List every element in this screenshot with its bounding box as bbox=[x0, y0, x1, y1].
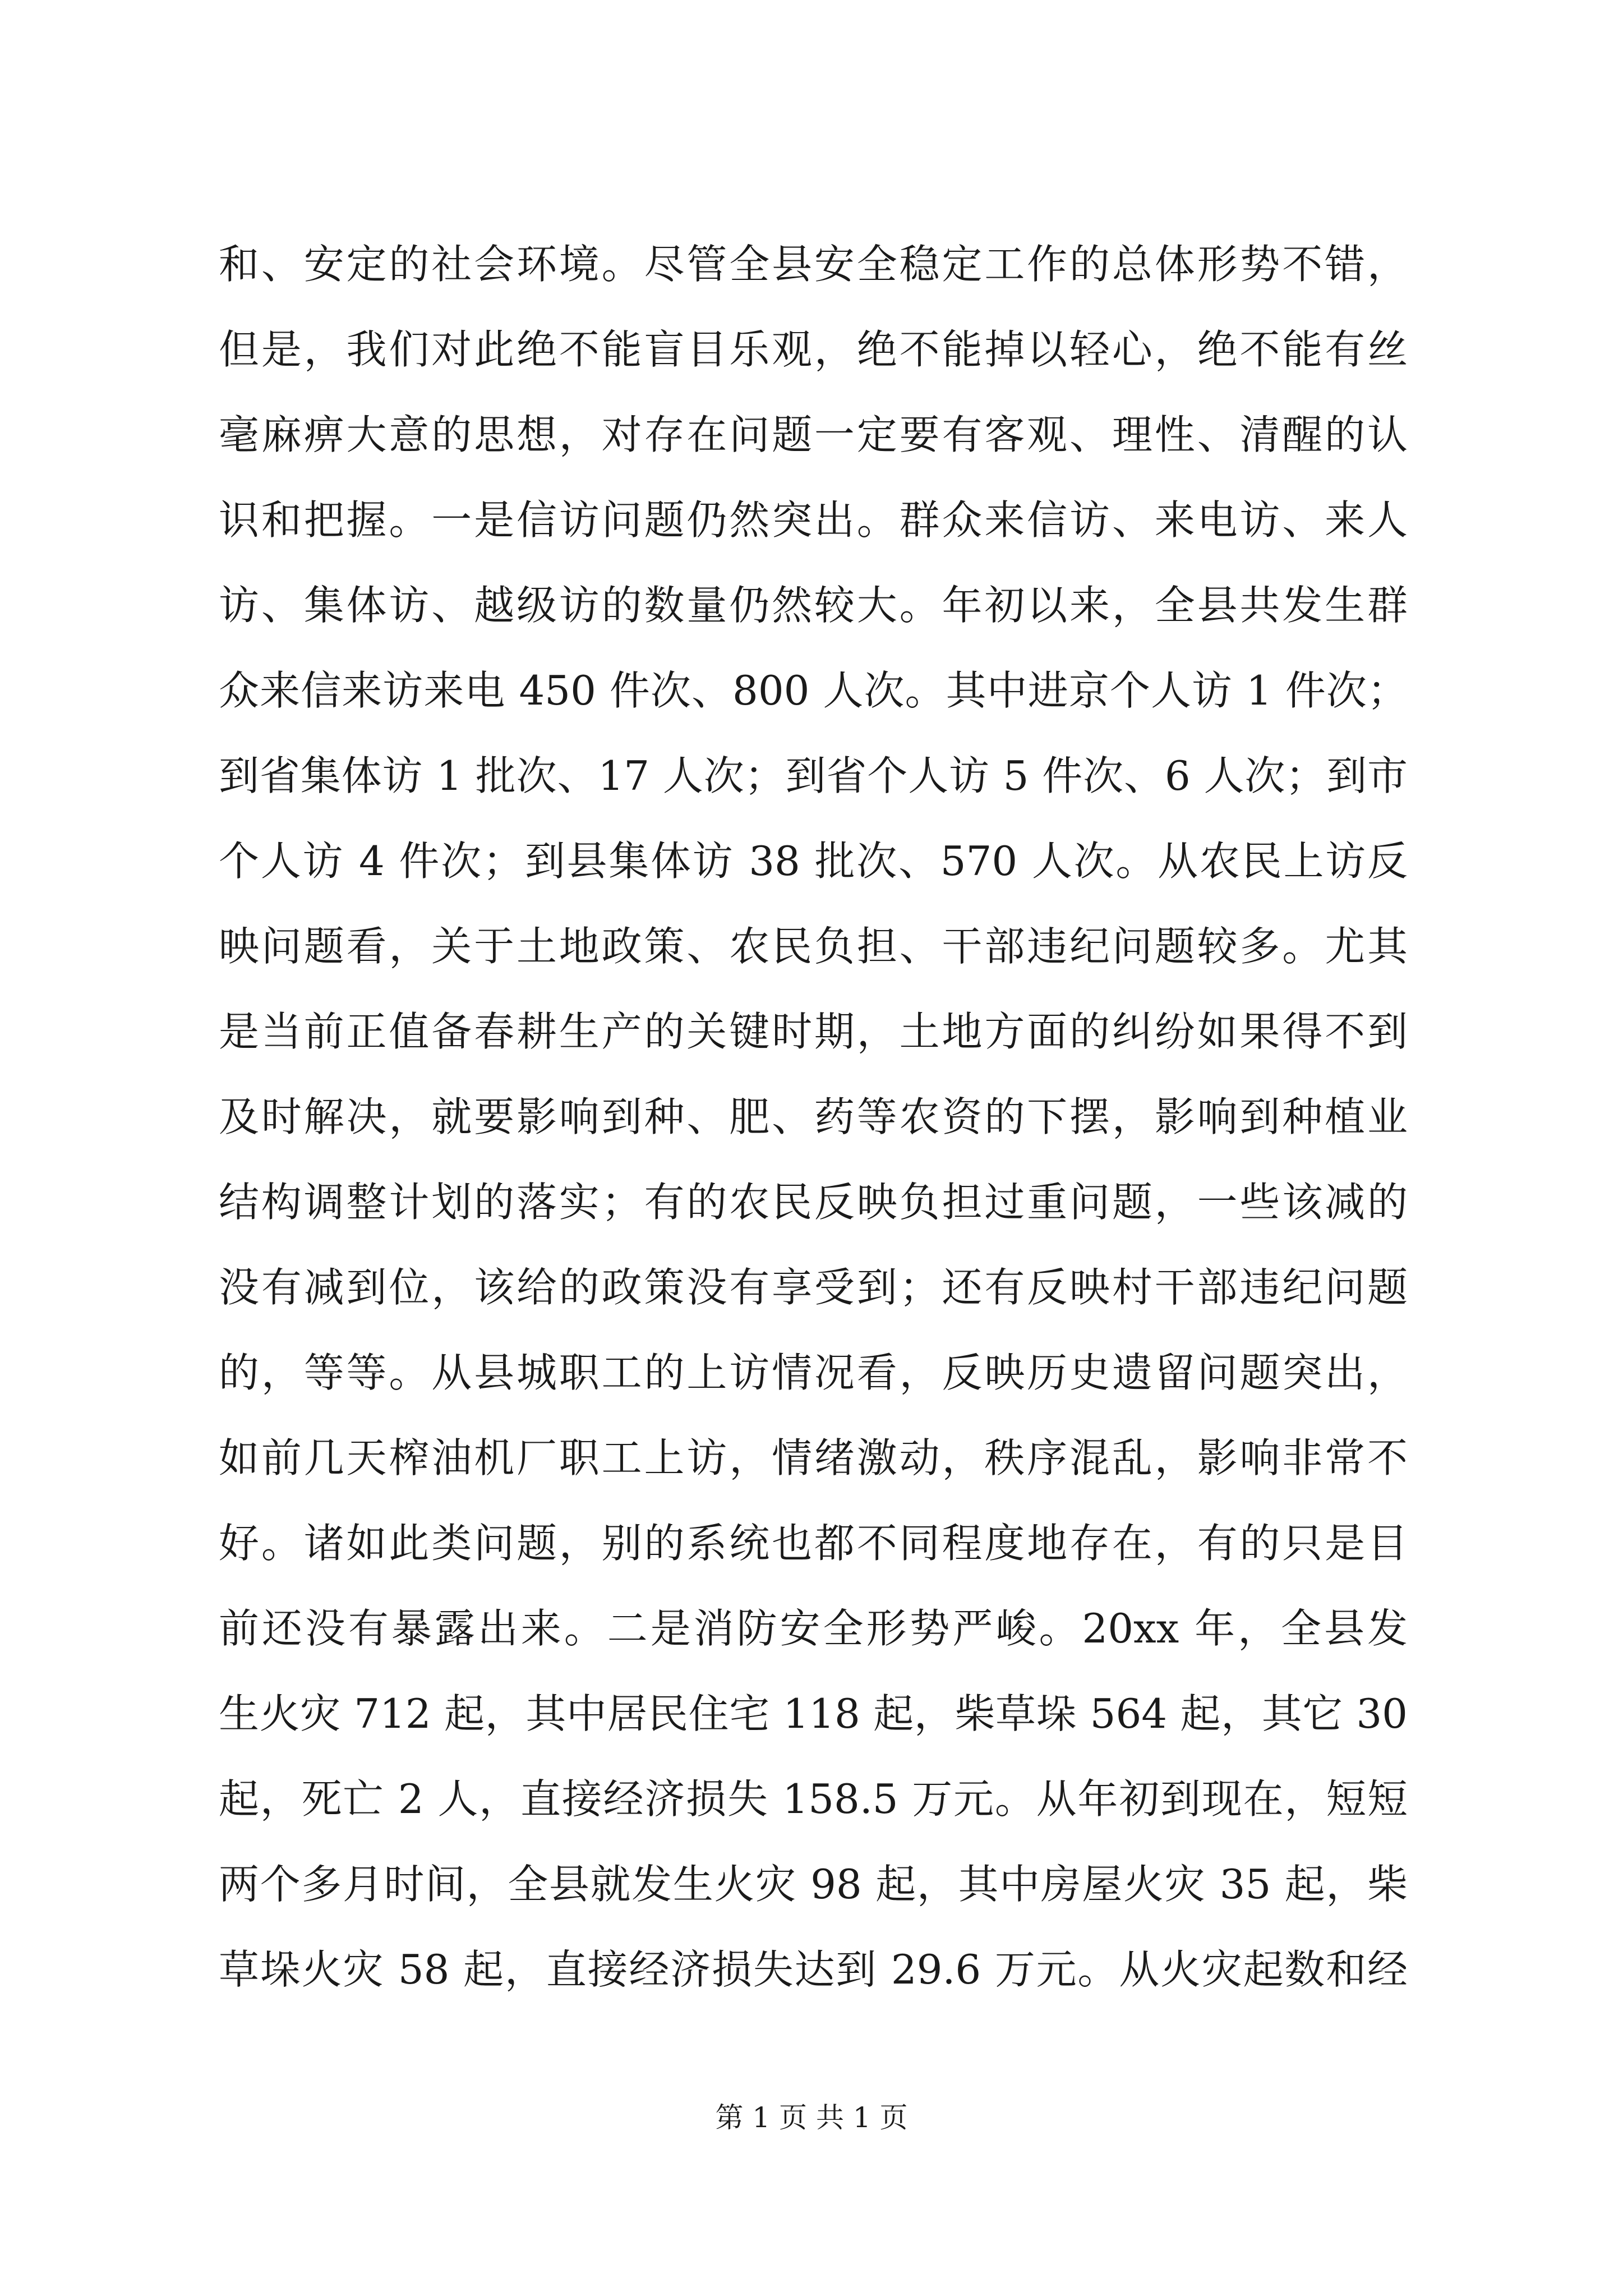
text-line: 的，等等。从县城职工的上访情况看，反映历史遗留问题突出， bbox=[219, 1349, 1408, 1396]
text-line: 识和把握。一是信访问题仍然突出。群众来信访、来电访、来人 bbox=[219, 496, 1408, 544]
text-line: 没有减到位，该给的政策没有享受到；还有反映村干部违纪问题 bbox=[219, 1264, 1408, 1311]
text-line: 结构调整计划的落实；有的农民反映负担过重问题，一些该减的 bbox=[219, 1179, 1408, 1226]
text-line: 是当前正值备春耕生产的关键时期，土地方面的纠纷如果得不到 bbox=[219, 1008, 1408, 1055]
body-text bbox=[219, 222, 1408, 2012]
text-line: 如前几天榨油机厂职工上访，情绪激动，秩序混乱，影响非常不 bbox=[219, 1434, 1408, 1481]
text-line: 和、安定的社会环境。尽管全县安全稳定工作的总体形势不错， bbox=[219, 241, 1408, 288]
text-line: 起，死亡 2 人，直接经济损失 158.5 万元。从年初到现在，短短 bbox=[219, 1775, 1408, 1823]
text-line: 草垛火灾 58 起，直接经济损失达到 29.6 万元。从火灾起数和经 bbox=[219, 1946, 1408, 1993]
text-line: 毫麻痹大意的思想，对存在问题一定要有客观、理性、清醒的认 bbox=[219, 411, 1408, 458]
text-line: 到省集体访 1 批次、17 人次；到省个人访 5 件次、6 人次；到市 bbox=[219, 752, 1408, 799]
text-line: 生火灾 712 起，其中居民住宅 118 起，柴草垛 564 起，其它 30 bbox=[219, 1690, 1408, 1737]
text-line: 众来信来访来电 450 件次、800 人次。其中进京个人访 1 件次； bbox=[219, 667, 1408, 714]
text-line: 但是，我们对此绝不能盲目乐观，绝不能掉以轻心，绝不能有丝 bbox=[219, 326, 1408, 373]
text-line: 及时解决，就要影响到种、肥、药等农资的下摆，影响到种植业 bbox=[219, 1093, 1408, 1140]
text-line: 个人访 4 件次；到县集体访 38 批次、570 人次。从农民上访反 bbox=[219, 838, 1408, 885]
text-line: 好。诸如此类问题，别的系统也都不同程度地存在，有的只是目 bbox=[219, 1520, 1408, 1567]
text-line: 访、集体访、越级访的数量仍然较大。年初以来，全县共发生群 bbox=[219, 582, 1408, 629]
text-line: 前还没有暴露出来。二是消防安全形势严峻。20xx 年，全县发 bbox=[219, 1605, 1408, 1652]
text-line: 两个多月时间，全县就发生火灾 98 起，其中房屋火灾 35 起，柴 bbox=[219, 1861, 1408, 1908]
page-footer: 第 1 页 共 1 页 bbox=[715, 2101, 908, 2134]
text-line: 映问题看，关于土地政策、农民负担、干部违纪问题较多。尤其 bbox=[219, 923, 1408, 970]
